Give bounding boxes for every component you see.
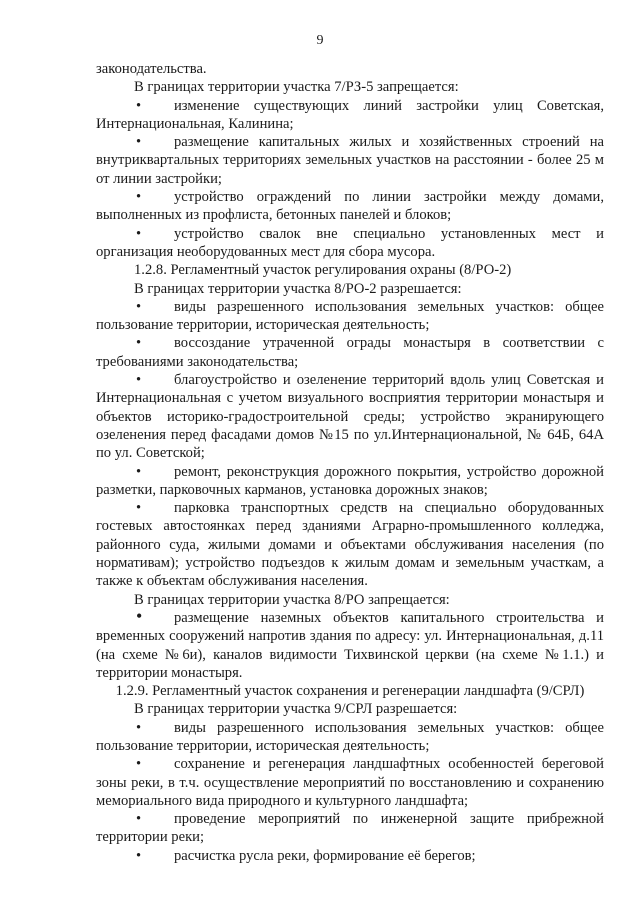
bullet-icon: • bbox=[136, 756, 142, 773]
list-item-text: воссоздание утраченной ограды монастыря в соответствии с требованиями законодательства; bbox=[96, 335, 604, 370]
paragraph-continuation: законодательства. bbox=[96, 61, 207, 77]
document-body bbox=[96, 60, 604, 865]
list-item-text: проведение мероприятий по инженерной защите прибрежной территории реки; bbox=[96, 811, 604, 846]
list-item bbox=[96, 371, 604, 462]
bullet-icon: • bbox=[136, 605, 143, 626]
list-item bbox=[96, 225, 604, 262]
bullet-icon: • bbox=[136, 811, 142, 828]
list-item bbox=[96, 97, 604, 134]
list-item-text: изменение существующих линий застройки улиц Советская, Интернациональная, Калинина; bbox=[96, 97, 604, 132]
list-item bbox=[96, 810, 604, 847]
list-item-text: ремонт, реконструкция дорожного покрытия, устройство дорожной разметки, парковочных карманов, установка дорожных знаков; bbox=[96, 463, 604, 498]
list-item-text: сохранение и регенерация ландшафтных особенностей береговой зоны реки, в т.ч. осуществление мероприятий по восстановлению и сохранению мемориального вида природного и культурного ландшафта; bbox=[96, 756, 604, 809]
list-item bbox=[96, 755, 604, 810]
list-item bbox=[96, 605, 604, 682]
bullet-icon: • bbox=[136, 500, 142, 517]
bullet-icon: • bbox=[136, 335, 142, 352]
list-item-text: размещение наземных объектов капитального строительства и временных сооружений напротив здания по адресу: ул. Интернациональная, д.11 (на схеме №6и), каналов видимости Тихвинской церкви (на схеме №1.1.) и территории монастыря. bbox=[96, 609, 604, 681]
list-item-text: размещение капитальных жилых и хозяйственных строений на внутриквартальных территориях земельных участков на расстоянии - более 25 м от линии застройки; bbox=[96, 134, 604, 187]
list-item bbox=[96, 463, 604, 500]
list-item bbox=[96, 133, 604, 188]
list-item bbox=[96, 298, 604, 335]
list-item-text: устройство ограждений по линии застройки между домами, выполненных из профлиста, бетонных панелей и блоков; bbox=[96, 189, 604, 224]
list-item-text: благоустройство и озеленение территорий вдоль улиц Советская и Интернациональная с учетом визуального восприятия территории монастыря и объектов историко-градостроительной среды; устройство экранирующего озеленения перед фасадами домов №15 по ул.Интернациональной, № 64Б, 64А по ул. Советской; bbox=[96, 372, 604, 462]
list-item bbox=[96, 847, 604, 865]
list-item bbox=[96, 499, 604, 590]
bullet-icon: • bbox=[136, 97, 142, 114]
paragraph-prohibited-7rz5: В границах территории участка 7/РЗ-5 запрещается: bbox=[134, 79, 459, 96]
bullet-icon: • bbox=[136, 372, 142, 389]
bullet-icon: • bbox=[136, 134, 142, 151]
paragraph-prohibited-8ro: В границах территории участка 8/РО запрещается: bbox=[134, 591, 450, 608]
page-number: 9 bbox=[316, 33, 324, 48]
bullet-icon: • bbox=[136, 189, 142, 206]
list-item-text: устройство свалок вне специально установленных мест и организация необорудованных мест для сбора мусора. bbox=[96, 225, 604, 260]
list-item-text: парковка транспортных средств на специально оборудованных гостевых автостоянках перед зданиями Аграрно-промышленного колледжа, районного суда, жилыми домами и объектами обслуживания населения (по нормативам); устройство подъездов к жилым домам и земельным участкам, а также к объектам обслуживания населения. bbox=[96, 500, 604, 590]
bullet-icon: • bbox=[136, 225, 142, 242]
list-item bbox=[96, 188, 604, 225]
bullet-icon: • bbox=[136, 719, 142, 736]
section-heading-1-2-9: 1.2.9. Регламентный участок сохранения и регенерации ландшафта (9/СРЛ) bbox=[115, 683, 585, 700]
paragraph-allowed-8ro2: В границах территории участка 8/РО-2 разрешается: bbox=[134, 280, 462, 297]
section-heading-1-2-8: 1.2.8. Регламентный участок регулирования охраны (8/РО-2) bbox=[134, 262, 512, 279]
bullet-icon: • bbox=[136, 463, 142, 480]
list-item-text: виды разрешенного использования земельных участков: общее пользование территории, историческая деятельность; bbox=[96, 298, 604, 334]
bullet-icon: • bbox=[136, 298, 142, 315]
paragraph-allowed-9srl: В границах территории участка 9/СРЛ разрешается: bbox=[134, 701, 458, 718]
list-item-text: виды разрешенного использования земельных участков: общее пользование территории, историческая деятельность; bbox=[96, 719, 604, 754]
bullet-icon: • bbox=[136, 847, 142, 864]
list-item bbox=[96, 334, 604, 371]
list-item bbox=[96, 719, 604, 756]
list-item-text: расчистка русла реки, формирование её берегов; bbox=[174, 847, 476, 864]
